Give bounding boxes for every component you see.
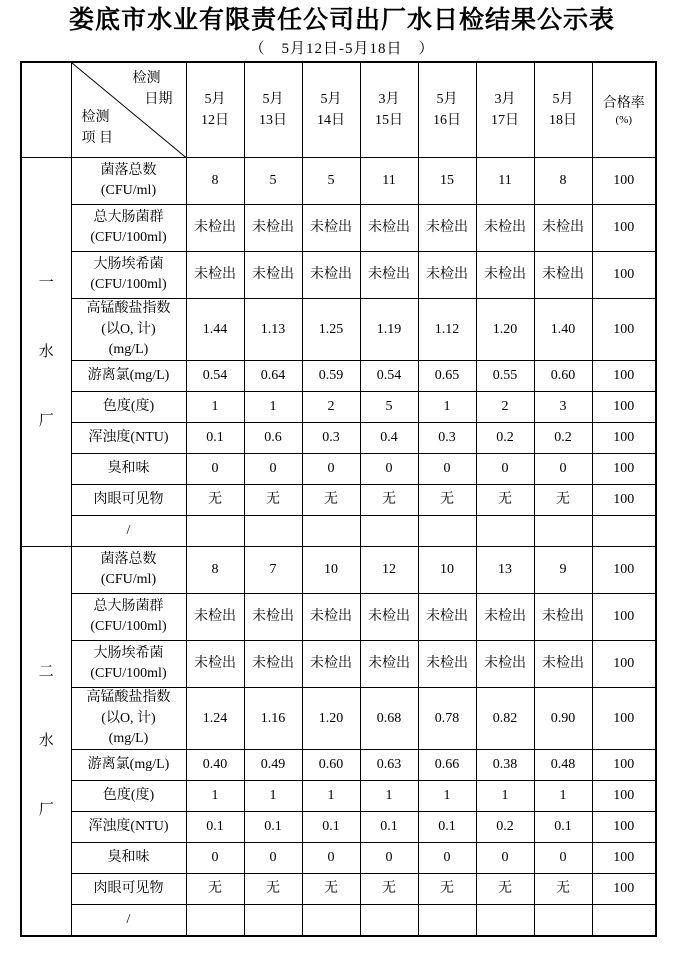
value-cell (186, 905, 244, 936)
corner-bottom-line: 项 目 (81, 131, 113, 147)
date-header-3 (302, 62, 360, 158)
row-label (71, 516, 186, 547)
value-cell: 10 (302, 547, 360, 594)
row-label-line: (CFU/100ml) (90, 666, 167, 682)
value-cell: 无 (244, 874, 302, 905)
value-cell: 1.24 (186, 688, 244, 750)
value-cell: 未检出 (476, 205, 534, 252)
value-cell: 未检出 (360, 641, 418, 688)
value-cell (418, 905, 476, 936)
value-cell (534, 516, 592, 547)
table-body (21, 158, 656, 936)
date-range-subtitle: （ 5月12日-5月18日 ） (249, 40, 435, 57)
value-cell: 1.25 (302, 299, 360, 361)
value-cell: 未检出 (186, 594, 244, 641)
row-label (71, 750, 186, 781)
value-cell: 11 (476, 158, 534, 205)
row-label-line: (CFU/ml) (100, 572, 157, 588)
date-header-6 (476, 62, 534, 158)
value-cell: 无 (534, 485, 592, 516)
value-cell: 0.3 (418, 423, 476, 454)
value-cell: 1.16 (244, 688, 302, 750)
pass-rate-header (592, 62, 656, 158)
value-cell: 未检出 (244, 594, 302, 641)
row-label-line: 肉眼可见物 (93, 492, 164, 508)
table-row (21, 641, 656, 688)
row-label-line: 高锰酸盐指数 (86, 301, 171, 317)
value-cell: 15 (418, 158, 476, 205)
row-label-line: 色度(度) (102, 399, 155, 415)
value-cell (534, 905, 592, 936)
inspection-results-table (20, 61, 657, 937)
rate-cell (592, 516, 656, 547)
value-cell (302, 516, 360, 547)
row-label (71, 392, 186, 423)
value-cell: 未检出 (302, 252, 360, 299)
value-cell (360, 516, 418, 547)
value-cell: 0 (244, 454, 302, 485)
date-header-1 (186, 62, 244, 158)
date-day: 17日 (491, 113, 519, 128)
row-label-line: 菌落总数 (100, 162, 157, 178)
value-cell: 未检出 (534, 594, 592, 641)
value-cell: 0 (418, 843, 476, 874)
table-row (21, 812, 656, 843)
value-cell: 未检出 (360, 594, 418, 641)
value-cell: 0.55 (476, 361, 534, 392)
date-day: 16日 (433, 113, 461, 128)
value-cell: 8 (186, 547, 244, 594)
row-label (71, 812, 186, 843)
row-label-line: (CFU/100ml) (90, 230, 167, 246)
plant-char: 水 (38, 343, 54, 360)
value-cell: 0.60 (534, 361, 592, 392)
value-cell: 1 (418, 392, 476, 423)
value-cell: 无 (418, 485, 476, 516)
table-row (21, 905, 656, 936)
corner-top-line: 日期 (144, 91, 173, 107)
row-label (71, 594, 186, 641)
value-cell: 0.2 (534, 423, 592, 454)
value-cell: 0 (360, 843, 418, 874)
rate-cell: 100 (592, 688, 656, 750)
date-day: 18日 (549, 113, 577, 128)
value-cell: 5 (360, 392, 418, 423)
value-cell: 未检出 (186, 641, 244, 688)
table-row (21, 516, 656, 547)
value-cell: 5 (302, 158, 360, 205)
table-header (21, 62, 656, 158)
rate-cell: 100 (592, 594, 656, 641)
table-row (21, 423, 656, 454)
value-cell (476, 905, 534, 936)
table-row (21, 750, 656, 781)
row-label-line: / (126, 523, 131, 539)
row-label-line: (CFU/ml) (100, 183, 157, 199)
value-cell: 未检出 (244, 252, 302, 299)
plant-char: 厂 (38, 412, 54, 429)
value-cell: 0.2 (476, 423, 534, 454)
row-label-line: 游离氯(mg/L) (87, 757, 170, 773)
date-day: 15日 (375, 113, 403, 128)
rate-cell: 100 (592, 485, 656, 516)
corner-bottom-line: 检测 (81, 110, 110, 126)
row-label-line: (以O, 计) (101, 710, 156, 726)
value-cell: 2 (302, 392, 360, 423)
rate-cell: 100 (592, 361, 656, 392)
row-label-line: (以O, 计) (101, 321, 156, 337)
rate-cell: 100 (592, 423, 656, 454)
row-label-line: 菌落总数 (100, 551, 157, 567)
value-cell: 13 (476, 547, 534, 594)
table-row (21, 843, 656, 874)
value-cell: 0.65 (418, 361, 476, 392)
row-label-line: 浑浊度(NTU) (88, 430, 169, 446)
value-cell: 未检出 (360, 252, 418, 299)
value-cell (244, 905, 302, 936)
rate-cell: 100 (592, 641, 656, 688)
table-row (21, 158, 656, 205)
value-cell: 未检出 (302, 205, 360, 252)
value-cell: 0.1 (244, 812, 302, 843)
row-label-line: 总大肠菌群 (93, 598, 164, 614)
row-label-line: (mg/L) (108, 341, 149, 357)
row-label (71, 361, 186, 392)
value-cell: 未检出 (534, 252, 592, 299)
value-cell: 2 (476, 392, 534, 423)
value-cell: 0.49 (244, 750, 302, 781)
plant-label-2 (21, 547, 71, 936)
rate-cell: 100 (592, 454, 656, 485)
date-month: 5月 (262, 92, 284, 107)
date-day: 13日 (259, 113, 287, 128)
value-cell: 无 (186, 485, 244, 516)
rate-cell: 100 (592, 252, 656, 299)
rate-cell: 100 (592, 843, 656, 874)
row-label (71, 205, 186, 252)
row-label (71, 688, 186, 750)
value-cell (360, 905, 418, 936)
value-cell: 1.12 (418, 299, 476, 361)
value-cell: 未检出 (186, 205, 244, 252)
plant-char: 一 (38, 274, 54, 291)
value-cell: 10 (418, 547, 476, 594)
value-cell: 1 (534, 781, 592, 812)
rate-cell: 100 (592, 392, 656, 423)
plant-label-chars (22, 162, 71, 542)
date-day: 14日 (317, 113, 345, 128)
value-cell: 0.6 (244, 423, 302, 454)
value-cell: 1 (186, 392, 244, 423)
rate-cell: 100 (592, 874, 656, 905)
row-label-line: 大肠埃希菌 (93, 645, 164, 661)
row-label-line: (mg/L) (108, 730, 149, 746)
value-cell: 未检出 (476, 641, 534, 688)
value-cell: 0 (476, 843, 534, 874)
value-cell: 5 (244, 158, 302, 205)
value-cell: 0.66 (418, 750, 476, 781)
value-cell: 无 (186, 874, 244, 905)
value-cell: 无 (476, 485, 534, 516)
row-label (71, 158, 186, 205)
value-cell: 0 (476, 454, 534, 485)
value-cell: 0.1 (186, 812, 244, 843)
value-cell: 1 (244, 781, 302, 812)
row-label (71, 299, 186, 361)
value-cell: 未检出 (302, 594, 360, 641)
plant-char: 二 (38, 663, 54, 680)
value-cell: 未检出 (534, 205, 592, 252)
value-cell: 无 (302, 874, 360, 905)
value-cell: 0.59 (302, 361, 360, 392)
row-label (71, 641, 186, 688)
date-month: 5月 (552, 92, 574, 107)
row-label-line: 总大肠菌群 (93, 209, 164, 225)
value-cell: 0.64 (244, 361, 302, 392)
value-cell: 0 (360, 454, 418, 485)
value-cell: 未检出 (244, 641, 302, 688)
rate-cell: 100 (592, 158, 656, 205)
value-cell: 未检出 (418, 594, 476, 641)
value-cell: 1 (476, 781, 534, 812)
row-label-line: 大肠埃希菌 (93, 256, 164, 272)
row-label-line: 浑浊度(NTU) (88, 819, 169, 835)
value-cell: 1.44 (186, 299, 244, 361)
value-cell: 0.1 (302, 812, 360, 843)
table-row (21, 454, 656, 485)
row-label (71, 454, 186, 485)
table-row (21, 252, 656, 299)
value-cell: 12 (360, 547, 418, 594)
rate-cell (592, 905, 656, 936)
value-cell: 0.1 (186, 423, 244, 454)
rate-cell: 100 (592, 781, 656, 812)
row-label (71, 874, 186, 905)
value-cell (186, 516, 244, 547)
value-cell: 8 (534, 158, 592, 205)
rate-label: 合格率 (602, 96, 645, 112)
corner-label-date (133, 68, 173, 110)
table-row (21, 874, 656, 905)
value-cell: 0 (534, 454, 592, 485)
date-header-7 (534, 62, 592, 158)
value-cell: 0 (302, 454, 360, 485)
rate-unit: (%) (615, 113, 632, 126)
row-label (71, 423, 186, 454)
value-cell: 0 (186, 454, 244, 485)
plant-char: 水 (38, 732, 54, 749)
value-cell: 无 (302, 485, 360, 516)
value-cell: 无 (360, 874, 418, 905)
row-label-line: (CFU/100ml) (90, 619, 167, 635)
value-cell (244, 516, 302, 547)
corner-label-item (82, 107, 114, 149)
value-cell: 0 (302, 843, 360, 874)
value-cell: 未检出 (186, 252, 244, 299)
table-row (21, 594, 656, 641)
row-label-line: 色度(度) (102, 788, 155, 804)
value-cell (302, 905, 360, 936)
rate-cell: 100 (592, 547, 656, 594)
row-label (71, 252, 186, 299)
value-cell: 0 (186, 843, 244, 874)
value-cell: 1 (302, 781, 360, 812)
value-cell: 0 (418, 454, 476, 485)
value-cell: 1.20 (302, 688, 360, 750)
row-label (71, 781, 186, 812)
table-row (21, 299, 656, 361)
value-cell (476, 516, 534, 547)
table-row (21, 688, 656, 750)
corner-cell (71, 62, 186, 158)
value-cell: 1 (244, 392, 302, 423)
value-cell: 未检出 (476, 594, 534, 641)
value-cell: 0 (534, 843, 592, 874)
plant-char: 厂 (38, 801, 54, 818)
row-label-line: (CFU/100ml) (90, 277, 167, 293)
value-cell: 1.19 (360, 299, 418, 361)
table-row (21, 781, 656, 812)
date-header-2 (244, 62, 302, 158)
date-month: 5月 (436, 92, 458, 107)
row-label (71, 843, 186, 874)
value-cell: 11 (360, 158, 418, 205)
corner-top-line: 检测 (132, 70, 161, 86)
value-cell: 无 (244, 485, 302, 516)
value-cell: 未检出 (244, 205, 302, 252)
value-cell: 0.2 (476, 812, 534, 843)
value-cell: 0.54 (360, 361, 418, 392)
header-row (21, 62, 656, 158)
value-cell: 未检出 (476, 252, 534, 299)
date-day: 12日 (201, 113, 229, 128)
row-label-line: / (126, 911, 131, 927)
value-cell: 未检出 (418, 205, 476, 252)
value-cell: 未检出 (418, 641, 476, 688)
table-row (21, 392, 656, 423)
date-month: 5月 (320, 92, 342, 107)
date-month: 3月 (494, 92, 516, 107)
rate-cell: 100 (592, 750, 656, 781)
table-row (21, 361, 656, 392)
value-cell: 0.63 (360, 750, 418, 781)
value-cell: 0.38 (476, 750, 534, 781)
row-label (71, 905, 186, 936)
value-cell: 未检出 (302, 641, 360, 688)
date-month: 3月 (378, 92, 400, 107)
value-cell: 未检出 (418, 252, 476, 299)
row-label (71, 485, 186, 516)
row-label-line: 高锰酸盐指数 (86, 690, 171, 706)
date-header-4 (360, 62, 418, 158)
page-title: 娄底市水业有限责任公司出厂水日检结果公示表 (68, 5, 615, 34)
value-cell: 0 (244, 843, 302, 874)
value-cell: 0.78 (418, 688, 476, 750)
rate-cell: 100 (592, 299, 656, 361)
value-cell: 1 (186, 781, 244, 812)
row-label (71, 547, 186, 594)
row-label-line: 臭和味 (107, 850, 150, 866)
date-month: 5月 (204, 92, 226, 107)
value-cell: 未检出 (360, 205, 418, 252)
value-cell: 无 (418, 874, 476, 905)
value-cell: 无 (360, 485, 418, 516)
plant-label-1 (21, 158, 71, 547)
table-row (21, 205, 656, 252)
value-cell: 1.40 (534, 299, 592, 361)
value-cell: 3 (534, 392, 592, 423)
table-row (21, 547, 656, 594)
value-cell: 0.60 (302, 750, 360, 781)
value-cell: 0.90 (534, 688, 592, 750)
empty-header-cell (21, 62, 71, 158)
value-cell: 0.54 (186, 361, 244, 392)
rate-cell: 100 (592, 205, 656, 252)
rate-cell: 100 (592, 812, 656, 843)
value-cell (418, 516, 476, 547)
row-label-line: 臭和味 (107, 461, 150, 477)
value-cell: 1 (360, 781, 418, 812)
row-label-line: 游离氯(mg/L) (87, 368, 170, 384)
value-cell: 0.40 (186, 750, 244, 781)
value-cell: 0.82 (476, 688, 534, 750)
value-cell: 0.1 (534, 812, 592, 843)
value-cell: 0.68 (360, 688, 418, 750)
value-cell: 未检出 (534, 641, 592, 688)
value-cell: 1 (418, 781, 476, 812)
value-cell: 7 (244, 547, 302, 594)
value-cell: 0.4 (360, 423, 418, 454)
table-row (21, 485, 656, 516)
value-cell: 0.1 (360, 812, 418, 843)
date-header-5 (418, 62, 476, 158)
row-label-line: 肉眼可见物 (93, 881, 164, 897)
plant-label-chars (22, 551, 71, 931)
value-cell: 1.13 (244, 299, 302, 361)
value-cell: 9 (534, 547, 592, 594)
value-cell: 0.1 (418, 812, 476, 843)
value-cell: 8 (186, 158, 244, 205)
value-cell: 无 (476, 874, 534, 905)
value-cell: 0.3 (302, 423, 360, 454)
value-cell: 无 (534, 874, 592, 905)
value-cell: 0.48 (534, 750, 592, 781)
value-cell: 1.20 (476, 299, 534, 361)
